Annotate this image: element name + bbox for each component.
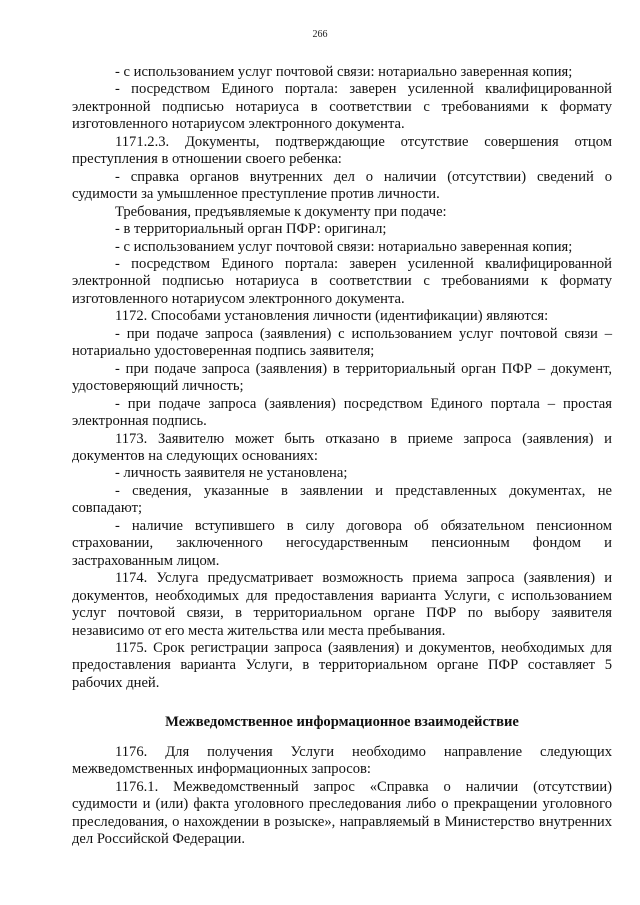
paragraph: - сведения, указанные в заявлении и представленных документах, не совпадают; xyxy=(72,482,612,517)
paragraph: 1176. Для получения Услуги необходимо направление следующих межведомственных информационных запросов: xyxy=(72,744,612,778)
paragraph: - посредством Единого портала: заверен усиленной квалифицированной электронной подписью нотариуса в соответствии с требованиями к формату изготовленного нотариусом электронного документа. xyxy=(72,255,612,307)
paragraph: 1176.1. Межведомственный запрос «Справка о наличии (отсутствии) судимости и (или) факта уголовного преследования либо о прекращении уголовного преследования, о нахождении в розыске», направляемый в Министерство внутренних дел Российской Федерации. xyxy=(72,778,612,848)
paragraph: - в территориальный орган ПФР: оригинал; xyxy=(115,221,387,238)
document-body-bottom xyxy=(72,744,612,849)
paragraph: - при подаче запроса (заявления) посредством Единого портала – простая электронная подпись. xyxy=(72,395,612,430)
paragraph: 1171.2.3. Документы, подтверждающие отсутствие совершения отцом преступления в отношении своего ребенка: xyxy=(72,133,612,168)
paragraph: - с использованием услуг почтовой связи: нотариально заверенная копия; xyxy=(115,238,573,255)
paragraph: - справка органов внутренних дел о наличии (отсутствии) сведений о судимости за умышленное преступление против личности. xyxy=(72,168,612,203)
paragraph: - посредством Единого портала: заверен усиленной квалифицированной электронной подписью нотариуса в соответствии с требованиями к формату изготовленного нотариусом электронного документа. xyxy=(72,81,612,133)
paragraph: - с использованием услуг почтовой связи: нотариально заверенная копия; xyxy=(115,64,573,80)
paragraph: - при подаче запроса (заявления) в территориальный орган ПФР – документ, удостоверяющий личность; xyxy=(72,360,612,395)
paragraph: 1174. Услуга предусматривает возможность приема запроса (заявления) и документов, необходимых для предоставления варианта Услуги, с использованием услуг почтовой связи, в территориальном органе ПФР по выбору заявителя независимо от его места жительства или места пребывания. xyxy=(72,570,612,639)
paragraph: 1172. Способами установления личности (идентификации) являются: xyxy=(115,308,549,325)
paragraph: - при подаче запроса (заявления) с использованием услуг почтовой связи – нотариально удостоверенная подпись заявителя; xyxy=(72,325,612,360)
paragraph: Требования, предъявляемые к документу при подаче: xyxy=(115,203,447,220)
paragraph: - наличие вступившего в силу договора об обязательном пенсионном страховании, заключенного негосударственным пенсионным фондом и застрахованным лицом. xyxy=(72,517,612,569)
page-number: 266 xyxy=(312,29,328,40)
paragraph: 1175. Срок регистрации запроса (заявления) и документов, необходимых для предоставления варианта Услуги, в территориальном органе ПФР составляет 5 рабочих дней. xyxy=(72,639,612,691)
section-heading: Межведомственное информационное взаимодействие xyxy=(165,714,519,730)
paragraph: 1173. Заявителю может быть отказано в приеме запроса (заявления) и документов на следующих основаниях: xyxy=(72,430,612,464)
document-body-top xyxy=(72,64,612,692)
paragraph: - личность заявителя не установлена; xyxy=(115,465,348,482)
